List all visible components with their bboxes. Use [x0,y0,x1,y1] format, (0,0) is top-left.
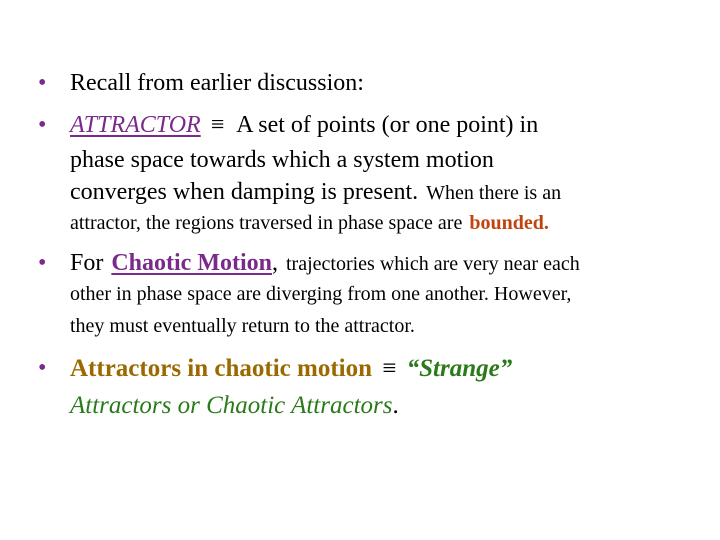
recall-text: Recall from earlier discussion: [70,70,364,96]
attractor-line-3-text: converges when damping is present. [70,179,419,205]
strange-period: . [392,392,399,419]
equiv-symbol: ≡ [210,112,225,138]
attractor-line-3-small: When there is an [426,182,562,204]
strange-pre: Attractors in chaotic motion [70,355,373,382]
chaotic-line-2-text: other in phase space are diverging from one another. However, [70,283,572,305]
bounded-term: bounded. [469,212,549,234]
strange-line-1 [70,356,512,381]
attractor-definition: A set of points (or one point) in [236,112,539,138]
attractor-line-4 [70,213,549,233]
chaotic-comma: , [272,250,278,276]
attractor-line-2-text: phase space towards which a system motion [70,147,494,173]
chaotic-line-1 [70,251,580,275]
strange-line-2-text: Attractors or Chaotic Attractors [70,392,393,419]
attractor-line-2 [70,148,494,172]
strange-line-2 [70,393,399,418]
strange-quote: “Strange” [406,355,513,382]
chaotic-line-3-text: they must eventually return to the attractor. [70,315,415,337]
chaotic-pre: For [70,250,104,276]
chaotic-motion-term: Chaotic Motion [111,250,272,276]
equiv-symbol: ≡ [382,355,397,382]
attractor-line-3 [70,180,561,204]
chaotic-line-3 [70,316,415,336]
chaotic-line-2 [70,284,571,304]
attractor-line-4-text: attractor, the regions traversed in phase space are [70,212,463,234]
bullet-marker: • [38,355,47,381]
attractor-term: ATTRACTOR [70,112,201,138]
attractor-line-1 [70,113,538,137]
bullet-marker: • [38,112,47,138]
bullet-marker: • [38,250,47,276]
chaotic-line-1-rest: trajectories which are very near each [286,253,580,275]
bullet-marker: • [38,70,47,96]
bullet-recall [70,71,364,95]
